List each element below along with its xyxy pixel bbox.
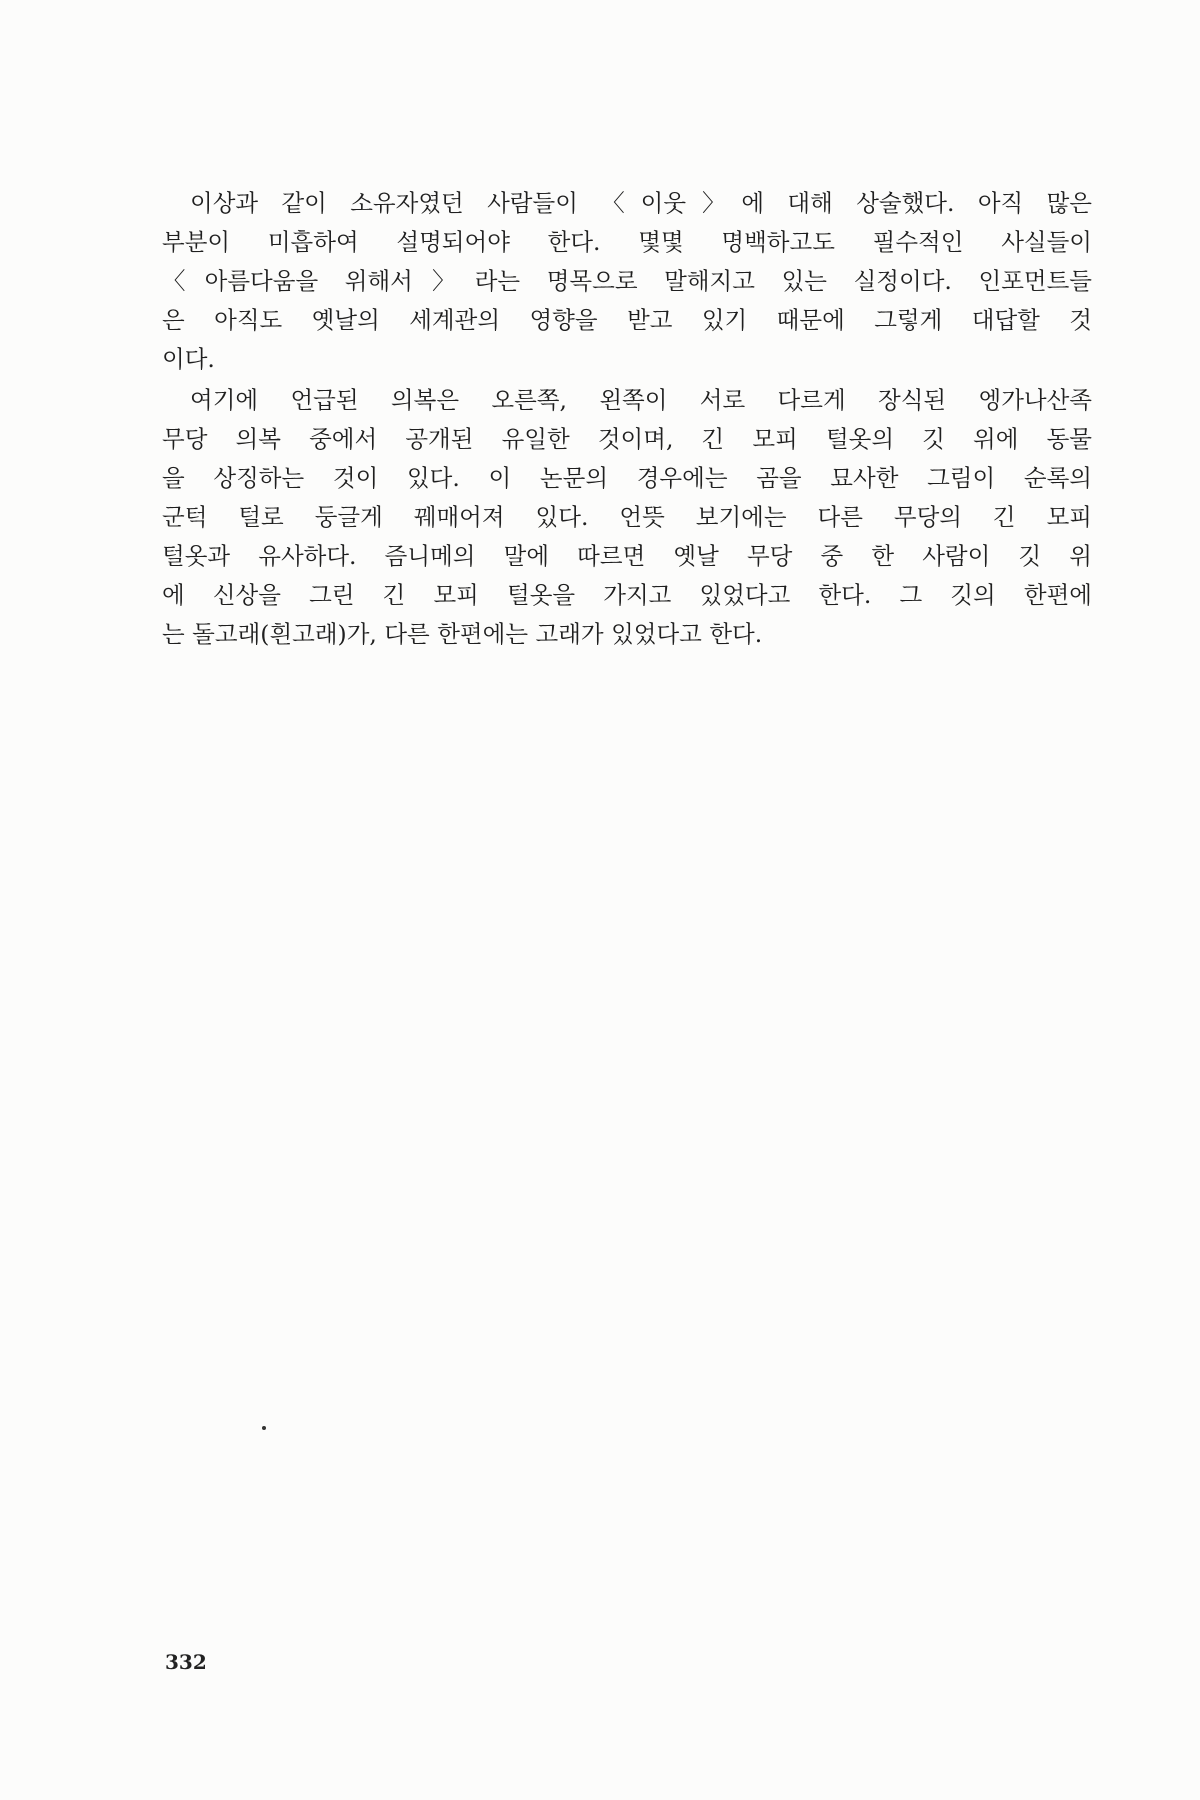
ink-speck xyxy=(262,1426,266,1430)
text-line: 에 신상을 그린 긴 모피 털옷을 가지고 있었다고 한다. 그 깃의 한편에 xyxy=(162,581,1092,609)
text-line: 여기에 언급된 의복은 오른쪽, 왼쪽이 서로 다르게 장식된 엥가나산족 xyxy=(190,386,1092,414)
text-line: 이다. xyxy=(162,345,215,373)
paragraph-1 xyxy=(162,184,1092,379)
page-number: 332 xyxy=(165,1650,207,1674)
text-line: 는 돌고래(흰고래)가, 다른 한편에는 고래가 있었다고 한다. xyxy=(162,620,763,648)
text-line: 은 아직도 옛날의 세계관의 영향을 받고 있기 때문에 그렇게 대답할 것 xyxy=(162,306,1092,334)
text-line: 군턱 털로 둥글게 꿰매어져 있다. 언뜻 보기에는 다른 무당의 긴 모피 xyxy=(162,503,1092,531)
text-line: 〈아름다움을 위해서〉라는 명목으로 말해지고 있는 실정이다. 인포먼트들 xyxy=(162,267,1092,295)
text-line: 무당 의복 중에서 공개된 유일한 것이며, 긴 모피 털옷의 깃 위에 동물 xyxy=(162,425,1092,453)
text-line: 을 상징하는 것이 있다. 이 논문의 경우에는 곰을 묘사한 그림이 순록의 xyxy=(162,464,1092,492)
text-line: 이상과 같이 소유자였던 사람들이 〈이웃〉에 대해 상술했다. 아직 많은 xyxy=(190,189,1092,217)
text-line: 부분이 미흡하여 설명되어야 한다. 몇몇 명백하고도 필수적인 사실들이 xyxy=(162,228,1092,256)
text-line: 털옷과 유사하다. 즘니메의 말에 따르면 옛날 무당 중 한 사람이 깃 위 xyxy=(162,542,1092,570)
paragraph-2 xyxy=(162,381,1092,654)
body-text xyxy=(162,184,1092,654)
